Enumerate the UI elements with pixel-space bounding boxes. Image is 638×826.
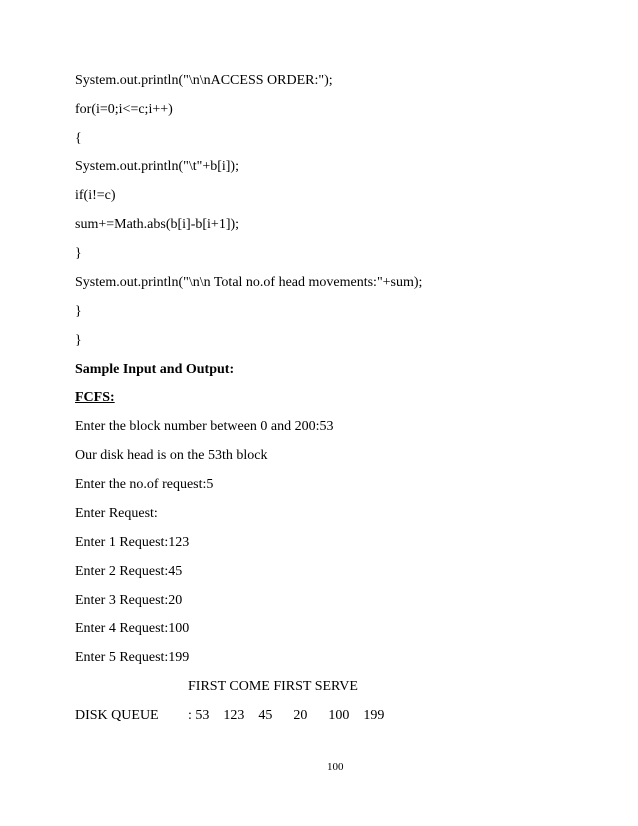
code-line-1: System.out.println("\n\nACCESS ORDER:"); [75, 73, 333, 88]
fcfs-subheading: FCFS: [75, 390, 115, 405]
output-line-9: Enter 5 Request:199 [75, 650, 190, 665]
output-line-3: Enter the no.of request:5 [75, 477, 214, 492]
section-heading: Sample Input and Output: [75, 362, 235, 377]
output-line-4: Enter Request: [75, 506, 158, 521]
fcfs-table-title: FIRST COME FIRST SERVE [188, 679, 358, 694]
page-number: 100 [327, 761, 344, 773]
code-line-8: System.out.println("\n\n Total no.of head movements:"+sum); [75, 275, 423, 290]
code-line-7: } [75, 246, 82, 261]
output-line-5: Enter 1 Request:123 [75, 535, 190, 550]
output-line-8: Enter 4 Request:100 [75, 621, 190, 636]
code-line-2: for(i=0;i<=c;i++) [75, 102, 173, 117]
code-line-4: System.out.println("\t"+b[i]); [75, 159, 239, 174]
output-line-1: Enter the block number between 0 and 200:53 [75, 419, 334, 434]
code-line-9: } [75, 304, 82, 319]
output-line-6: Enter 2 Request:45 [75, 564, 183, 579]
code-line-10: } [75, 333, 82, 348]
output-line-2: Our disk head is on the 53th block [75, 448, 268, 463]
code-line-6: sum+=Math.abs(b[i]-b[i+1]); [75, 217, 240, 232]
disk-queue-values: : 53 123 45 20 100 199 [188, 708, 385, 723]
output-line-7: Enter 3 Request:20 [75, 593, 183, 608]
disk-queue-label: DISK QUEUE [75, 708, 159, 723]
code-line-5: if(i!=c) [75, 188, 116, 203]
code-line-3: { [75, 131, 82, 146]
